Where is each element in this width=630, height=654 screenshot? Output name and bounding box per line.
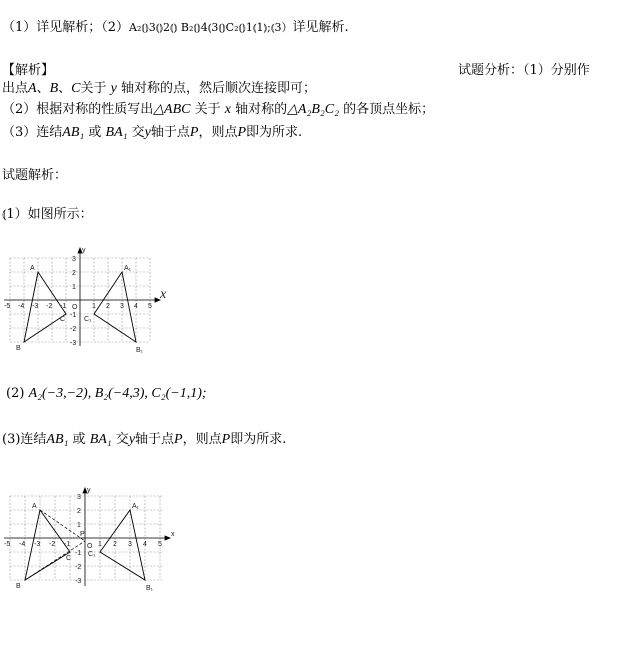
triangle-label: △A₂B₂C₂ (287, 102, 339, 117)
point-a1-label: A₁ (132, 503, 140, 510)
tick: 2 (77, 508, 81, 515)
figure-1 (2, 246, 168, 356)
tick: -3 (34, 541, 41, 548)
point-a-label: A (30, 265, 35, 272)
point-p-label: P (80, 531, 85, 538)
text: 出点 (2, 81, 29, 96)
text: ，则点 (182, 432, 222, 447)
text: 关于 (190, 102, 221, 117)
segment-label: AB₁ (46, 432, 69, 447)
text: 关于 (80, 81, 107, 96)
point-a1-label: A₁ (124, 265, 132, 272)
text: 、 (36, 81, 50, 96)
solution-q2 (6, 386, 207, 402)
tick: -1 (60, 303, 67, 310)
tick: 1 (77, 522, 81, 529)
text: 、 (58, 81, 72, 96)
tick: 3 (72, 256, 76, 263)
tick: -5 (4, 303, 11, 310)
text: (3)连结 (2, 432, 47, 447)
segment-label: BA₁ (105, 125, 128, 140)
y-axis-label: y (87, 487, 91, 494)
solution-q1: ⦅1）如图所示： (2, 207, 93, 222)
answer-part2: A₂⦅⦆3⦅⦆2⦅⦆ B₂⦅⦆4⦅3⦅⦆C₂⦅⦆1⦅1⦆;⦅3） (129, 21, 293, 34)
text: 轴于点 (135, 432, 175, 447)
text: 轴对称的点，然后顺次连接即可； (116, 81, 317, 96)
x-axis-label: x (160, 287, 167, 302)
point-label: P (237, 125, 247, 140)
tick: 5 (148, 303, 152, 310)
tick: -1 (70, 312, 77, 319)
axis-name: y (110, 81, 117, 96)
y-axis-label: y (82, 247, 86, 254)
tick: 1 (72, 284, 76, 291)
axis-name: y (144, 125, 151, 140)
point-b-label: B (16, 345, 21, 352)
text: 即为所求. (230, 432, 287, 447)
segment-label: BA₁ (89, 432, 112, 447)
point-c1-label: C₁ (88, 551, 96, 558)
point-a-label: A (32, 503, 37, 510)
answer-part3: 详见解析. (292, 20, 349, 35)
text: 或 (68, 432, 86, 447)
x-axis-label: x (171, 531, 175, 538)
tick: 1 (98, 541, 102, 548)
tick: 4 (143, 541, 147, 548)
analysis-line-2 (2, 81, 316, 97)
axis-name: x (224, 102, 231, 117)
point-label: P (221, 432, 231, 447)
origin-label: O (87, 543, 93, 550)
solution-q3 (2, 432, 286, 448)
segment-label: AB₁ (62, 125, 85, 140)
axis-name: y (128, 432, 136, 447)
figure-2 (2, 486, 182, 598)
text: （3）连结 (2, 125, 63, 140)
tick: 3 (77, 494, 81, 501)
tick: 2 (72, 270, 76, 277)
text: 或 (84, 125, 102, 140)
answer-line (2, 20, 349, 36)
analysis-line-3 (2, 102, 434, 118)
answer-part1: （1）详见解析；（2） (2, 20, 130, 35)
point-c-label: C (60, 316, 66, 323)
tick: -3 (32, 303, 39, 310)
tick: 2 (113, 541, 117, 548)
analysis-line-4 (2, 125, 302, 141)
tick: 4 (134, 303, 138, 310)
tick: 2 (106, 303, 110, 310)
text: 交 (111, 432, 129, 447)
point-c-label: C (66, 555, 72, 562)
text: 轴对称的 (231, 102, 288, 117)
point-label: P (174, 432, 183, 447)
text: 的各顶点坐标； (338, 102, 435, 117)
point-label: B (49, 81, 59, 96)
point-b1-label: B₁ (136, 347, 144, 354)
analysis-tag: 【解析】 (2, 63, 55, 78)
tick: 5 (158, 541, 162, 548)
coordinates: A₂(−3,−2), B₂(−4,3), C₂(−1,1); (28, 386, 207, 401)
text: （2）根据对称的性质写出 (2, 102, 154, 117)
tick: -5 (4, 541, 11, 548)
point-label: P (189, 125, 199, 140)
tick: -1 (64, 541, 71, 548)
tick: 3 (120, 303, 124, 310)
text: 轴于点 (150, 125, 190, 140)
origin-label: O (72, 304, 78, 311)
text: 即为所求. (246, 125, 303, 140)
tick: -2 (70, 326, 77, 333)
tick: -1 (75, 550, 82, 557)
analysis-label: 试题分析：（1）分别作 (458, 63, 590, 78)
tick: -4 (19, 541, 26, 548)
point-b-label: B (16, 583, 21, 590)
tick: -3 (70, 340, 77, 347)
point-label: C (71, 81, 81, 96)
tick: -2 (46, 303, 53, 310)
tick: 1 (92, 303, 96, 310)
tick: -3 (75, 578, 82, 585)
text: (2) (6, 386, 25, 401)
axes (4, 248, 160, 346)
point-b1-label: B₁ (146, 585, 154, 592)
point-label: A (28, 81, 37, 96)
tick: -4 (18, 303, 25, 310)
tick: -2 (75, 564, 82, 571)
triangle-label: △ABC (153, 102, 191, 117)
tick: -2 (49, 541, 56, 548)
solution-label: 试题解析： (2, 168, 68, 183)
tick: 3 (128, 541, 132, 548)
point-c1-label: C₁ (84, 316, 92, 323)
text: 交 (127, 125, 145, 140)
text: ，则点 (198, 125, 238, 140)
